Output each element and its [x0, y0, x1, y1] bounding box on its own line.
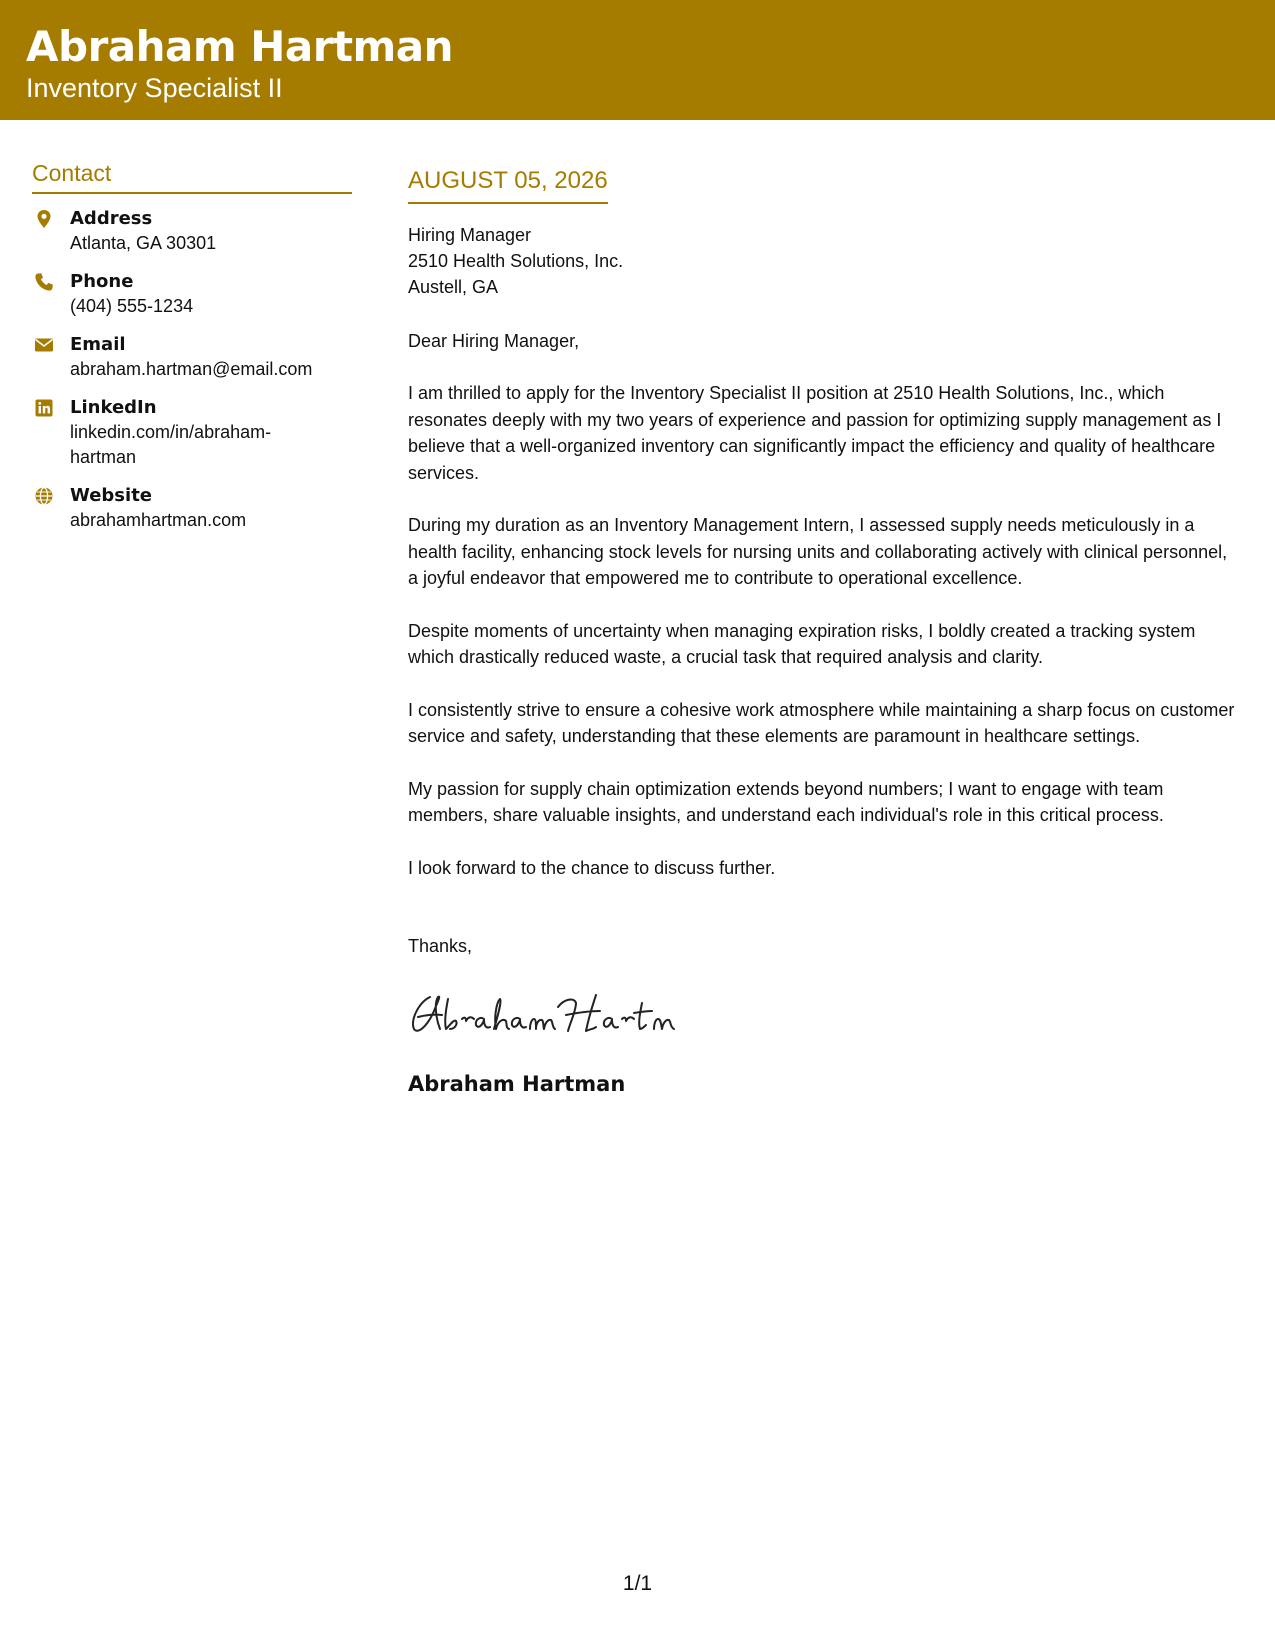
address-value: Atlanta, GA 30301: [70, 233, 217, 253]
body-paragraph: I am thrilled to apply for the Inventory Specialist II position at 2510 Health Solutions, Inc., which resonates deeply with my two years of experience and passion for optimizing supply management as I believe that a well-organized inventory can significantly impact the efficiency and quality of healthcare services.: [408, 383, 1222, 483]
contact-sidebar: [32, 160, 352, 546]
address-label: Address: [70, 208, 153, 229]
signer-name: Abraham Hartman: [408, 1072, 626, 1096]
phone-value: (404) 555-1234: [70, 296, 194, 316]
contact-linkedin: [32, 395, 352, 470]
website-label: Website: [70, 485, 153, 506]
page-number: 1/1: [622, 1572, 653, 1595]
recipient-line: 2510 Health Solutions, Inc.: [408, 251, 624, 271]
recipient-block: [408, 222, 1238, 300]
linkedin-value: linkedin.com/in/abraham-hartman: [70, 422, 272, 467]
linkedin-icon: [34, 398, 54, 418]
body-paragraph: I look forward to the chance to discuss further.: [408, 857, 776, 878]
signature-image: [408, 989, 688, 1039]
phone-label: Phone: [70, 271, 134, 292]
phone-icon: [34, 272, 54, 292]
body-paragraph: I consistently strive to ensure a cohesive work atmosphere while maintaining a sharp focus on customer service and safety, understanding that these elements are paramount in healthcare settings.: [408, 699, 1235, 746]
body-paragraph: My passion for supply chain optimization extends beyond numbers; I want to engage with team members, share valuable insights, and understand each individual's role in this critical process.: [408, 778, 1164, 825]
salutation: Dear Hiring Manager,: [408, 331, 580, 351]
email-value: abraham.hartman@email.com: [70, 359, 313, 379]
letter-date: AUGUST 05, 2026: [408, 167, 608, 194]
contact-address: [32, 206, 352, 256]
date-block: [408, 166, 608, 204]
body-paragraph: Despite moments of uncertainty when managing expiration risks, I boldly created a tracking system which drastically reduced waste, a crucial task that required analysis and clarity.: [408, 620, 1196, 667]
closing: Thanks,: [408, 936, 473, 956]
recipient-line: Hiring Manager: [408, 225, 532, 245]
website-value: abrahamhartman.com: [70, 510, 247, 530]
linkedin-label: LinkedIn: [70, 397, 157, 418]
body-paragraph: During my duration as an Inventory Management Intern, I assessed supply needs meticulously in a health facility, enhancing stock levels for nursing units and collaborating actively with clinical personnel, a joyful endeavor that empowered me to contribute to operational excellence.: [408, 515, 1228, 588]
envelope-icon: [34, 335, 54, 355]
applicant-name: Abraham Hartman: [26, 22, 454, 71]
contact-email: [32, 332, 352, 382]
job-title: Inventory Specialist II: [26, 73, 283, 103]
header-banner: [0, 0, 1275, 120]
globe-icon: [34, 486, 54, 506]
contact-heading: Contact: [32, 160, 352, 194]
contact-phone: [32, 269, 352, 319]
contact-website: [32, 483, 352, 533]
email-label: Email: [70, 334, 126, 355]
letter-body: [408, 166, 1238, 1098]
map-pin-icon: [34, 209, 54, 229]
recipient-line: Austell, GA: [408, 277, 499, 297]
